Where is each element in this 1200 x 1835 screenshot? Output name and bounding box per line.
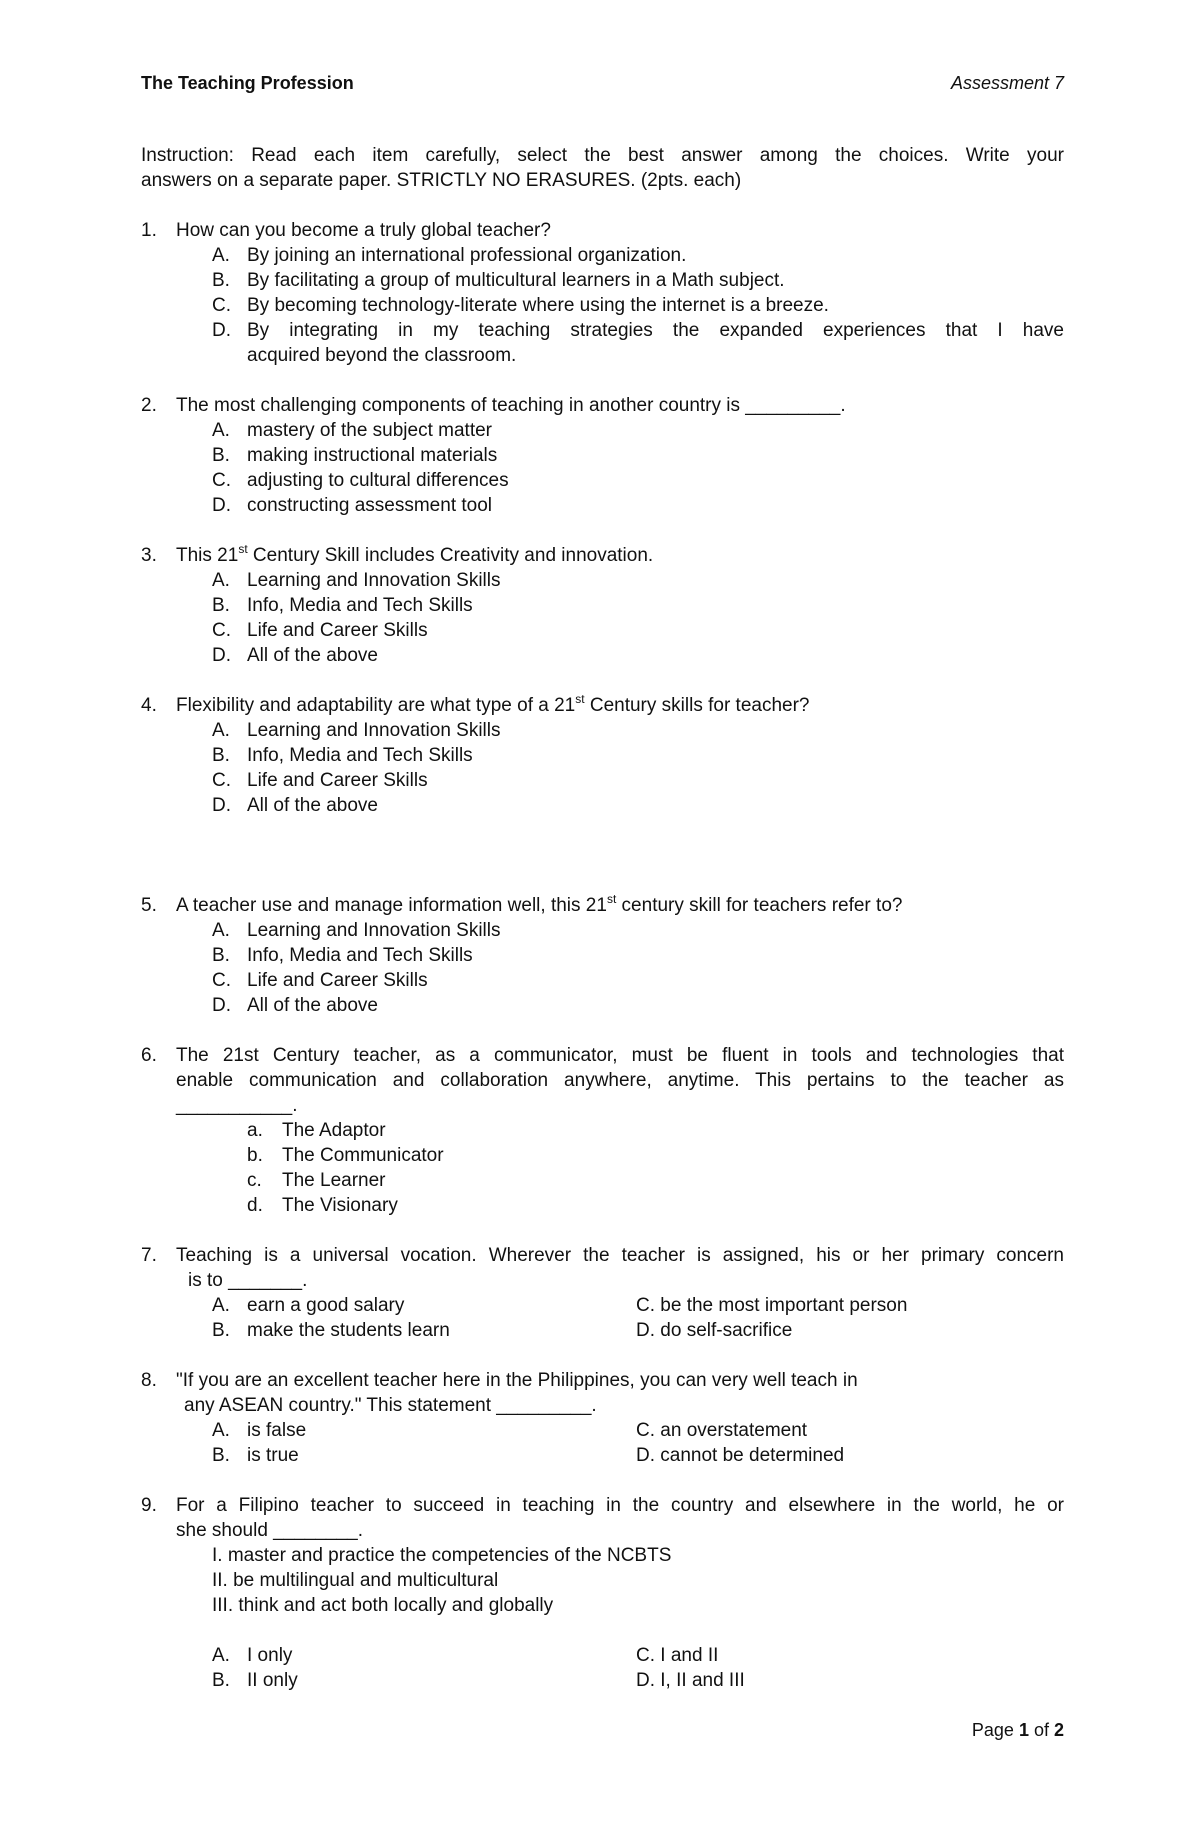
- q4-choice-c: Life and Career Skills: [247, 770, 428, 791]
- choice-letter: D.: [212, 995, 231, 1016]
- q3-choice-c: Life and Career Skills: [247, 620, 428, 641]
- choice-letter: C.: [212, 470, 231, 491]
- q8-choice-d: D. cannot be determined: [636, 1445, 845, 1466]
- q2-choice-a: mastery of the subject matter: [247, 420, 492, 441]
- question-number: 6.: [141, 1045, 157, 1066]
- choice-letter: A.: [212, 245, 230, 266]
- question-number: 5.: [141, 895, 157, 916]
- choice-letter: A.: [212, 720, 230, 741]
- question-3-text: This 21st Century Skill includes Creativity and innovation.: [176, 541, 654, 566]
- question-number: 9.: [141, 1495, 157, 1516]
- question-6-line-2: enable communication and collaboration anywhere, anytime. This pertains to the teacher as: [176, 1070, 1064, 1091]
- q6-choice-a: The Adaptor: [282, 1120, 386, 1141]
- q6-choice-c: The Learner: [282, 1170, 386, 1191]
- question-number: 7.: [141, 1245, 157, 1266]
- choice-letter: B.: [212, 945, 230, 966]
- question-number: 2.: [141, 395, 157, 416]
- choice-letter: B.: [212, 1670, 230, 1691]
- q7-choice-b: make the students learn: [247, 1320, 450, 1341]
- question-5-text: A teacher use and manage information well, this 21st century skill for teachers refer to?: [176, 891, 903, 916]
- q5-choice-d: All of the above: [247, 995, 378, 1016]
- q4-choice-b: Info, Media and Tech Skills: [247, 745, 473, 766]
- choice-letter: C.: [212, 295, 231, 316]
- choice-letter: B.: [212, 1445, 230, 1466]
- q1-choice-d-line-1: By integrating in my teaching strategies the expanded experiences that I have: [247, 320, 1064, 341]
- q9-choice-b: II only: [247, 1670, 298, 1691]
- choice-letter: a.: [247, 1120, 263, 1141]
- question-8-line-1: "If you are an excellent teacher here in the Philippines, you can very well teach in: [176, 1370, 858, 1391]
- assessment-label: Assessment 7: [950, 73, 1064, 93]
- choice-letter: c.: [247, 1170, 262, 1191]
- question-4-text: Flexibility and adaptability are what type of a 21st Century skills for teacher?: [176, 691, 810, 716]
- question-2-text: The most challenging components of teaching in another country is _________.: [176, 395, 846, 416]
- choice-letter: B.: [212, 445, 230, 466]
- q6-choice-d: The Visionary: [282, 1195, 398, 1216]
- q4-choice-d: All of the above: [247, 795, 378, 816]
- choice-letter: A.: [212, 1295, 230, 1316]
- question-7-line-1: Teaching is a universal vocation. Wherever the teacher is assigned, his or her primary concern: [176, 1245, 1064, 1266]
- question-7-line-2: is to _______.: [188, 1270, 308, 1291]
- q9-choice-d: D. I, II and III: [636, 1670, 745, 1691]
- q8-choice-c: C. an overstatement: [636, 1420, 808, 1441]
- question-9-line-1: For a Filipino teacher to succeed in teaching in the country and elsewhere in the world, he or: [176, 1495, 1064, 1516]
- q1-choice-a: By joining an international professional organization.: [247, 245, 687, 266]
- q9-statement-ii: II. be multilingual and multicultural: [212, 1570, 499, 1591]
- q8-choice-b: is true: [247, 1445, 299, 1466]
- q9-choice-c: C. I and II: [636, 1645, 719, 1666]
- choice-letter: B.: [212, 745, 230, 766]
- q5-choice-b: Info, Media and Tech Skills: [247, 945, 473, 966]
- q2-choice-c: adjusting to cultural differences: [247, 470, 509, 491]
- choice-letter: A.: [212, 920, 230, 941]
- q7-choice-c: C. be the most important person: [636, 1295, 908, 1316]
- q3-choice-d: All of the above: [247, 645, 378, 666]
- choice-letter: C.: [212, 970, 231, 991]
- page-number: Page 1 of 2: [971, 1720, 1064, 1740]
- choice-letter: D.: [212, 495, 231, 516]
- question-number: 1.: [141, 220, 157, 241]
- choice-letter: B.: [212, 595, 230, 616]
- q9-statement-i: I. master and practice the competencies of the NCBTS: [212, 1545, 672, 1566]
- choice-letter: C.: [212, 620, 231, 641]
- question-6-line-1: The 21st Century teacher, as a communicator, must be fluent in tools and technologies that: [176, 1045, 1064, 1066]
- q9-statement-iii: III. think and act both locally and globally: [212, 1595, 554, 1616]
- choice-letter: b.: [247, 1145, 263, 1166]
- choice-letter: A.: [212, 570, 230, 591]
- choice-letter: B.: [212, 270, 230, 291]
- q8-choice-a: is false: [247, 1420, 307, 1441]
- document-title: The Teaching Profession: [141, 73, 354, 93]
- question-number: 4.: [141, 695, 157, 716]
- q4-choice-a: Learning and Innovation Skills: [247, 720, 501, 741]
- instruction-line-1: Instruction: Read each item carefully, select the best answer among the choices. Write your: [141, 145, 1064, 166]
- question-8-line-2: any ASEAN country." This statement _________.: [184, 1395, 597, 1416]
- q1-choice-d-line-2: acquired beyond the classroom.: [247, 345, 517, 366]
- instruction-line-2: answers on a separate paper. STRICTLY NO ERASURES. (2pts. each): [141, 170, 742, 191]
- choice-letter: C.: [212, 770, 231, 791]
- choice-letter: d.: [247, 1195, 263, 1216]
- question-number: 8.: [141, 1370, 157, 1391]
- q5-choice-a: Learning and Innovation Skills: [247, 920, 501, 941]
- question-6-line-3: ___________.: [176, 1095, 298, 1116]
- choice-letter: B.: [212, 1320, 230, 1341]
- q7-choice-a: earn a good salary: [247, 1295, 405, 1316]
- question-number: 3.: [141, 545, 157, 566]
- question-9-line-2: she should ________.: [176, 1520, 363, 1541]
- question-1-text: How can you become a truly global teacher?: [176, 220, 551, 241]
- q1-choice-b: By facilitating a group of multicultural learners in a Math subject.: [247, 270, 785, 291]
- q3-choice-a: Learning and Innovation Skills: [247, 570, 501, 591]
- q7-choice-d: D. do self-sacrifice: [636, 1320, 793, 1341]
- q2-choice-b: making instructional materials: [247, 445, 498, 466]
- q2-choice-d: constructing assessment tool: [247, 495, 493, 516]
- choice-letter: D.: [212, 645, 231, 666]
- choice-letter: D.: [212, 320, 231, 341]
- choice-letter: D.: [212, 795, 231, 816]
- q5-choice-c: Life and Career Skills: [247, 970, 428, 991]
- q1-choice-c: By becoming technology-literate where using the internet is a breeze.: [247, 295, 829, 316]
- q3-choice-b: Info, Media and Tech Skills: [247, 595, 473, 616]
- choice-letter: A.: [212, 1645, 230, 1666]
- q9-choice-a: I only: [247, 1645, 293, 1666]
- choice-letter: A.: [212, 420, 230, 441]
- choice-letter: A.: [212, 1420, 230, 1441]
- q6-choice-b: The Communicator: [282, 1145, 444, 1166]
